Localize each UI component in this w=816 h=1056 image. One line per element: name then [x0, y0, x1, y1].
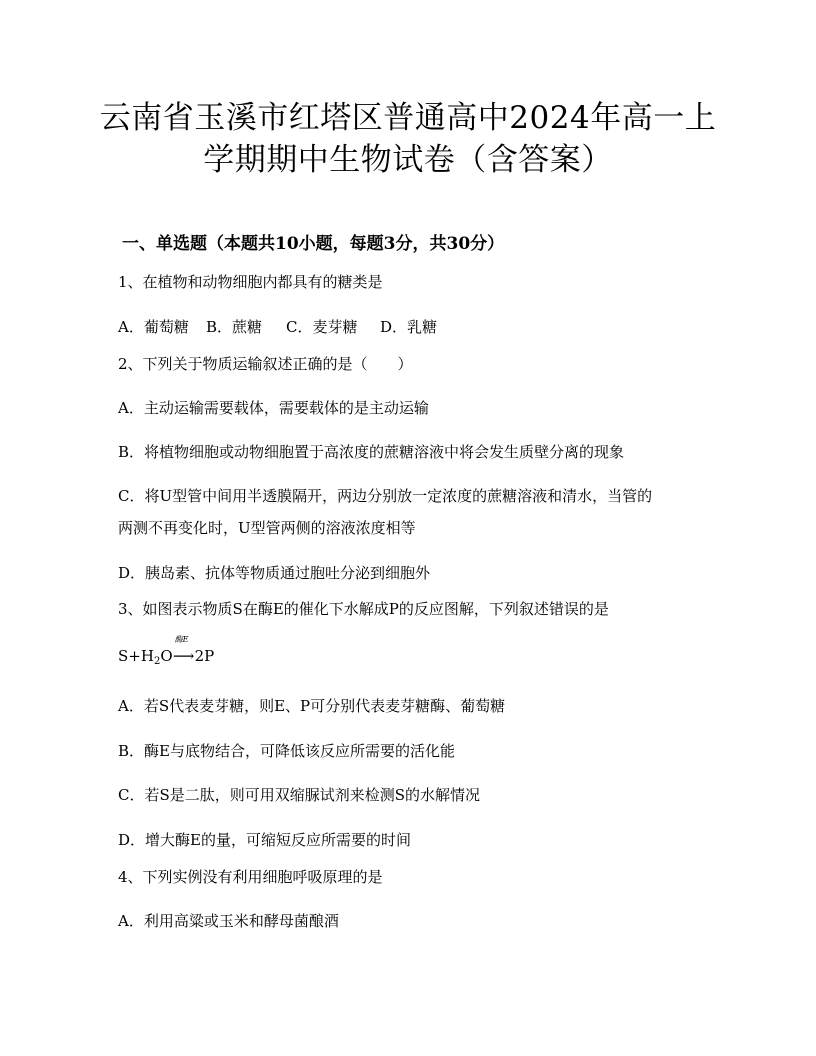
question-2-option-c-line-1: C．将U型管中间用半透膜隔开，两边分别放一定浓度的蔗糖溶液和清水，当管的 — [118, 487, 653, 505]
reaction-equation — [118, 635, 215, 673]
equation-catalyst-label: 酶E — [174, 635, 189, 644]
equation-reactants: S+H — [118, 647, 154, 665]
question-3-option-d: D．增大酶E的量，可缩短反应所需要的时间 — [118, 831, 411, 849]
question-4-option-a: A．利用高粱或玉米和酵母菌酿酒 — [118, 912, 339, 930]
q1-option-a: A．葡萄糖 — [118, 318, 189, 336]
question-2-stem: 2、下列关于物质运输叙述正确的是（ ） — [118, 355, 413, 373]
question-2-option-d: D．胰岛素、抗体等物质通过胞吐分泌到细胞外 — [118, 564, 431, 582]
question-1-options — [118, 316, 437, 338]
question-3-option-a: A．若S代表麦芽糖，则E、P可分别代表麦芽糖酶、葡萄糖 — [118, 697, 506, 715]
question-2-option-b: B．将植物细胞或动物细胞置于高浓度的蔗糖溶液中将会发生质壁分离的现象 — [118, 443, 625, 461]
q1-option-c: C．麦芽糖 — [286, 318, 358, 336]
document-title-line-2: 学期期中生物试卷（含答案） — [203, 142, 613, 178]
question-4-stem: 4、下列实例没有利用细胞呼吸原理的是 — [118, 868, 383, 886]
section-heading-single-choice: 一、单选题（本题共10小题，每题3分，共30分） — [122, 234, 505, 254]
equation-oxygen: O — [160, 647, 173, 665]
equation-products: 2P — [194, 647, 215, 665]
document-title-line-1: 云南省玉溪市红塔区普通高中2024年高一上 — [99, 100, 717, 136]
question-2-option-c-line-2: 两测不再变化时，U型管两侧的溶液浓度相等 — [118, 519, 416, 537]
q1-option-d: D．乳糖 — [380, 318, 438, 336]
q1-option-b: B．蔗糖 — [206, 318, 263, 336]
equation-subscript: 2 — [153, 656, 161, 667]
question-3-option-c: C．若S是二肽，则可用双缩脲试剂来检测S的水解情况 — [118, 786, 481, 804]
question-2-option-a: A．主动运输需要载体，需要载体的是主动运输 — [118, 399, 429, 417]
question-3-stem: 3、如图表示物质S在酶E的催化下水解成P的反应图解，下列叙述错误的是 — [118, 600, 609, 618]
question-1-stem: 1、在植物和动物细胞内都具有的糖类是 — [118, 273, 383, 291]
reaction-arrow-icon: 酶E ⟶ — [172, 635, 195, 665]
question-3-option-b: B．酶E与底物结合，可降低该反应所需要的活化能 — [118, 742, 455, 760]
